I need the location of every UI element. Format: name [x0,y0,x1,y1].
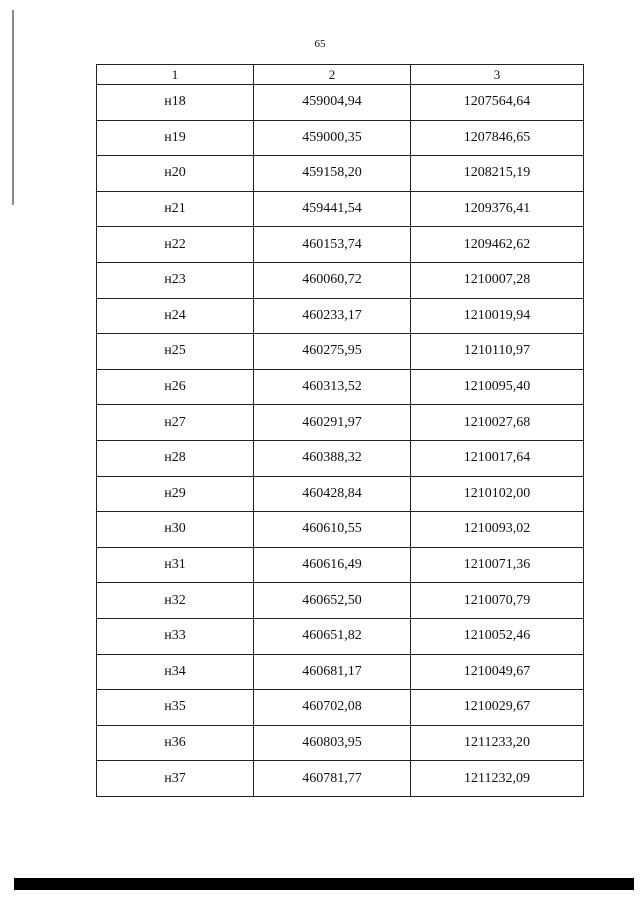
table-row [97,512,584,548]
y-coordinate-cell: 1210102,00 [411,476,584,512]
x-coordinate-cell: 460702,08 [254,690,411,726]
table-row [97,690,584,726]
y-coordinate-cell: 1208215,19 [411,156,584,192]
y-coordinate-cell: 1210070,79 [411,583,584,619]
point-id-cell: н37 [97,761,254,797]
x-coordinate-cell: 460291,97 [254,405,411,441]
point-id-cell: н33 [97,618,254,654]
table-row [97,405,584,441]
point-id-cell: н29 [97,476,254,512]
point-id-cell: н30 [97,512,254,548]
x-coordinate-cell: 460681,17 [254,654,411,690]
point-id-cell: н22 [97,227,254,263]
table-row [97,618,584,654]
y-coordinate-cell: 1211232,09 [411,761,584,797]
table-row [97,334,584,370]
x-coordinate-cell: 460651,82 [254,618,411,654]
column-header-y: 3 [411,65,584,85]
y-coordinate-cell: 1207846,65 [411,120,584,156]
point-id-cell: н25 [97,334,254,370]
point-id-cell: н20 [97,156,254,192]
table-row [97,761,584,797]
point-id-cell: н24 [97,298,254,334]
point-id-cell: н21 [97,191,254,227]
table-row [97,440,584,476]
x-coordinate-cell: 459004,94 [254,85,411,121]
y-coordinate-cell: 1210027,68 [411,405,584,441]
table-row [97,476,584,512]
x-coordinate-cell: 460652,50 [254,583,411,619]
column-header-point: 1 [97,65,254,85]
page-number: 65 [314,38,326,50]
coordinates-table [96,64,584,797]
x-coordinate-cell: 459000,35 [254,120,411,156]
table-row [97,227,584,263]
table-row [97,654,584,690]
table-row [97,298,584,334]
point-id-cell: н26 [97,369,254,405]
table-body [97,85,584,797]
point-id-cell: н19 [97,120,254,156]
x-coordinate-cell: 459441,54 [254,191,411,227]
y-coordinate-cell: 1210017,64 [411,440,584,476]
y-coordinate-cell: 1209376,41 [411,191,584,227]
x-coordinate-cell: 460233,17 [254,298,411,334]
y-coordinate-cell: 1210110,97 [411,334,584,370]
x-coordinate-cell: 460313,52 [254,369,411,405]
x-coordinate-cell: 460060,72 [254,262,411,298]
table-row [97,369,584,405]
table-row [97,156,584,192]
point-id-cell: н27 [97,405,254,441]
y-coordinate-cell: 1210049,67 [411,654,584,690]
y-coordinate-cell: 1210029,67 [411,690,584,726]
table-row [97,120,584,156]
column-header-x: 2 [254,65,411,85]
point-id-cell: н34 [97,654,254,690]
x-coordinate-cell: 460275,95 [254,334,411,370]
scan-bottom-bar [14,878,634,890]
y-coordinate-cell: 1210007,28 [411,262,584,298]
x-coordinate-cell: 460153,74 [254,227,411,263]
x-coordinate-cell: 460803,95 [254,725,411,761]
y-coordinate-cell: 1209462,62 [411,227,584,263]
point-id-cell: н35 [97,690,254,726]
y-coordinate-cell: 1210071,36 [411,547,584,583]
y-coordinate-cell: 1210093,02 [411,512,584,548]
point-id-cell: н18 [97,85,254,121]
point-id-cell: н28 [97,440,254,476]
table-header-row [97,65,584,85]
table-row [97,725,584,761]
y-coordinate-cell: 1210052,46 [411,618,584,654]
point-id-cell: н23 [97,262,254,298]
y-coordinate-cell: 1210095,40 [411,369,584,405]
table-row [97,191,584,227]
x-coordinate-cell: 460388,32 [254,440,411,476]
x-coordinate-cell: 460616,49 [254,547,411,583]
y-coordinate-cell: 1210019,94 [411,298,584,334]
point-id-cell: н36 [97,725,254,761]
table-row [97,262,584,298]
x-coordinate-cell: 460610,55 [254,512,411,548]
x-coordinate-cell: 459158,20 [254,156,411,192]
point-id-cell: н31 [97,547,254,583]
point-id-cell: н32 [97,583,254,619]
table-row [97,547,584,583]
x-coordinate-cell: 460428,84 [254,476,411,512]
y-coordinate-cell: 1211233,20 [411,725,584,761]
table-row [97,85,584,121]
x-coordinate-cell: 460781,77 [254,761,411,797]
y-coordinate-cell: 1207564,64 [411,85,584,121]
table-row [97,583,584,619]
